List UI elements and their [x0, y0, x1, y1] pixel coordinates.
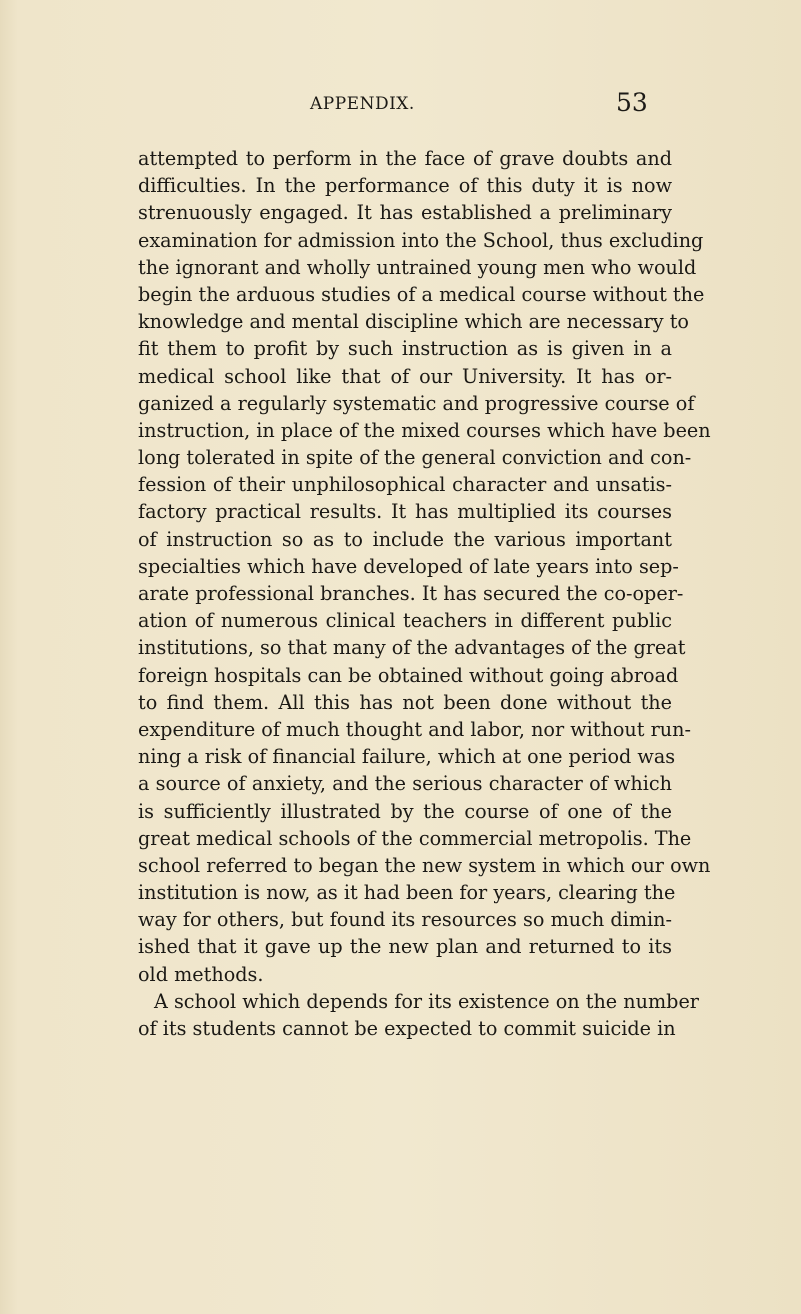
text-line: of instruction so as to include the various important — [138, 527, 672, 551]
text-line: a source of anxiety, and the serious character of which — [138, 772, 672, 796]
text-line: ning a risk of financial failure, which at one period was — [138, 745, 676, 769]
text-line: specialties which have developed of late years into sep- — [138, 554, 679, 578]
text-line: the ignorant and wholly untrained young men who would — [138, 255, 697, 279]
text-line: institution is now, as it had been for years, clearing the — [138, 881, 676, 905]
running-header — [0, 88, 801, 120]
text-line: to find them. All this has not been done without the — [138, 690, 672, 714]
text-line: medical school like that of our University. It has or- — [138, 364, 672, 388]
body-text — [138, 145, 711, 1042]
text-line: institutions, so that many of the advantages of the great — [138, 636, 686, 660]
text-line-paragraph-end: old methods. — [138, 962, 264, 986]
text-line: foreign hospitals can be obtained without going abroad — [138, 663, 679, 687]
text-line: instruction, in place of the mixed courses which have been — [138, 418, 711, 442]
text-line: long tolerated in spite of the general conviction and con- — [138, 446, 692, 470]
text-line: begin the arduous studies of a medical course without the — [138, 282, 705, 306]
running-title: APPENDIX. — [310, 94, 415, 114]
text-line: school referred to began the new system in which our own — [138, 853, 711, 877]
text-line: ation of numerous clinical teachers in different public — [138, 609, 672, 633]
text-line: way for others, but found its resources so much dimin- — [138, 908, 672, 932]
text-line: great medical schools of the commercial metropolis. The — [138, 826, 692, 850]
text-line: is sufficiently illustrated by the course of one of the — [138, 799, 672, 823]
text-line-paragraph-start: A school which depends for its existence on the number — [154, 989, 699, 1013]
text-line: ganized a regularly systematic and progressive course of — [138, 391, 695, 415]
text-line: fit them to profit by such instruction as is given in a — [138, 337, 672, 361]
text-line: difficulties. In the performance of this duty it is now — [138, 174, 672, 198]
text-line: knowledge and mental discipline which are necessary to — [138, 310, 689, 334]
text-line: fession of their unphilosophical character and unsatis- — [138, 473, 672, 497]
text-line: strenuously engaged. It has established a preliminary — [138, 201, 672, 225]
text-line: arate professional branches. It has secured the co-oper- — [138, 582, 684, 605]
text-line: attempted to perform in the face of grave doubts and — [138, 147, 672, 170]
text-line: ished that it gave up the new plan and returned to its — [138, 935, 672, 959]
page-number: 53 — [616, 88, 648, 117]
text-line: of its students cannot be expected to commit suicide in — [138, 1017, 676, 1040]
text-line: examination for admission into the School, thus excluding — [138, 228, 704, 252]
text-line: factory practical results. It has multiplied its courses — [138, 500, 672, 524]
text-line: expenditure of much thought and labor, nor without run- — [138, 717, 691, 741]
